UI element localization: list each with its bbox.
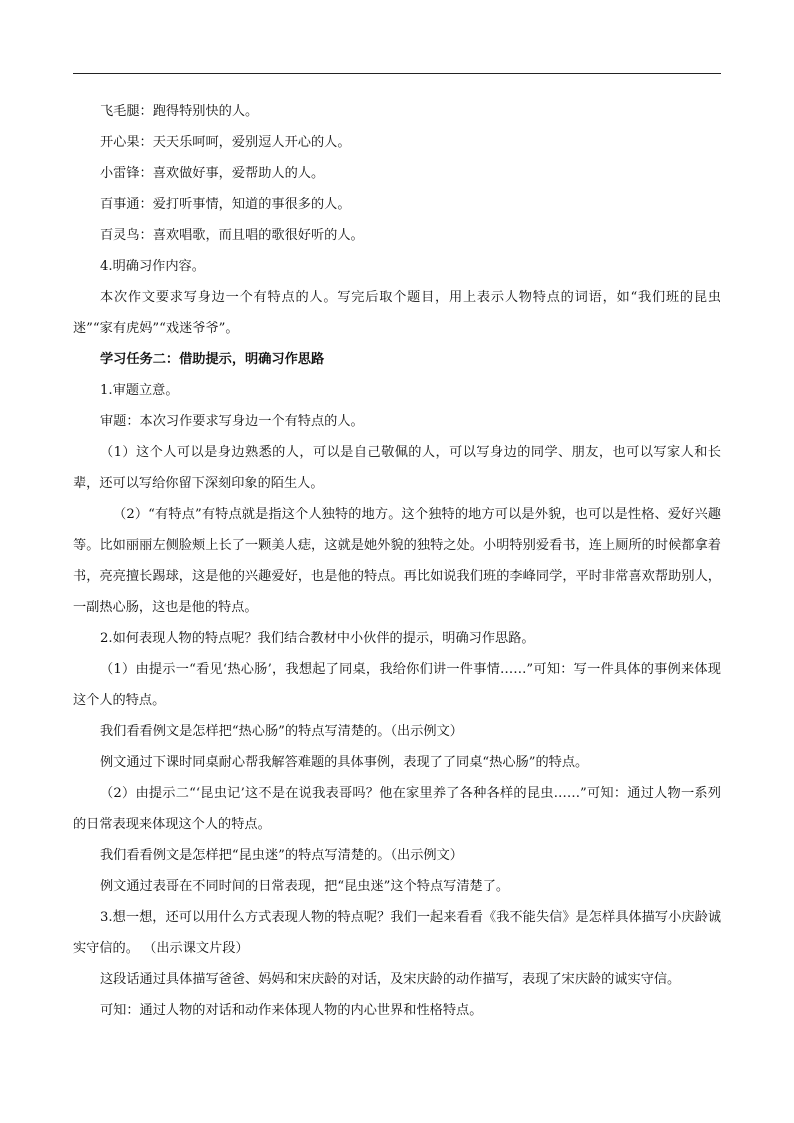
example-1-summary: 例文通过下课时同桌耐心帮我解答难题的具体事例，表现了了同桌“热心肠”的特点。 (100, 755, 589, 770)
nickname-kai-xin-guo: 开心果：天天乐呵呵，爱别逗人开心的人。 (100, 135, 351, 150)
example-2-summary: 例文通过表哥在不同时间的日常表现，把“昆虫迷”这个特点写清楚了。 (100, 879, 510, 894)
nickname-xiao-lei-feng: 小雷锋：喜欢做好事，爱帮助人的人。 (100, 166, 325, 181)
step-3-paragraph: 3.想一想，还可以用什么方式表现人物的特点呢？我们一起来看看《我不能失信》是怎样具体描写小庆龄诚实守信的。 （出示课文片段） (73, 910, 721, 956)
header-rule (73, 73, 721, 74)
nickname-fei-mao-tui: 飞毛腿：跑得特别快的人。 (100, 104, 259, 119)
example-1-intro: 我们看看例文是怎样把“热心肠”的特点写清楚的。（出示例文） (100, 724, 463, 739)
step-4-heading: 4.明确习作内容。 (100, 259, 205, 274)
excerpt-analysis: 这段话通过具体描写爸爸、妈妈和宋庆龄的对话，及宋庆龄的动作描写，表现了宋庆龄的诚实守信。 (100, 972, 681, 987)
body-text (73, 96, 721, 1026)
conclusion: 可知：通过人物的对话和动作来体现人物的内心世界和性格特点。 (100, 1003, 483, 1018)
step-2-heading: 2.如何表现人物的特点呢？我们结合教材中小伙伴的提示，明确习作思路。 (100, 631, 535, 646)
task-two-heading: 学习任务二：借助提示，明确习作思路 (100, 352, 325, 367)
nickname-bai-shi-tong: 百事通：爱打听事情，知道的事很多的人。 (100, 197, 351, 212)
point-2-paragraph: （2）“有特点”有特点就是指这个人独特的地方。这个独特的地方可以是外貌，也可以是性格、爱好兴趣等。比如丽丽左侧脸颊上长了一颗美人痣，这就是她外貌的独特之处。小明特别爱看书，连上厕所的时候都拿着书，亮亮擅长踢球，这是他的兴趣爱好，也是他的特点。再比如说我们班的李峰同学，平时非常喜欢帮助别人，一副热心肠，这也是他的特点。 (73, 507, 721, 615)
point-1-paragraph: （1）这个人可以是身边熟悉的人，可以是自己敬佩的人，可以写身边的同学、朋友，也可以写家人和长辈，还可以写给你留下深刻印象的陌生人。 (73, 445, 721, 491)
assignment-requirement: 本次作文要求写身边一个有特点的人。写完后取个题目，用上表示人物特点的词语，如“我们班的昆虫迷”“家有虎妈”“戏迷爷爷”。 (73, 290, 721, 336)
nickname-bai-ling-niao: 百灵鸟：喜欢唱歌，而且唱的歌很好听的人。 (100, 228, 364, 243)
example-2-intro: 我们看看例文是怎样把“昆虫迷”的特点写清楚的。（出示例文） (100, 848, 463, 863)
topic-review: 审题：本次习作要求写身边一个有特点的人。 (100, 414, 364, 429)
hint-2-paragraph: （2）由提示二“‘昆虫记’这不是在说我表哥吗？他在家里养了各种各样的昆虫……”可知：通过人物一系列的日常表现来体现这个人的特点。 (73, 786, 721, 832)
step-1-heading: 1.审题立意。 (100, 383, 179, 398)
hint-1-paragraph: （1）由提示一“看见‘热心肠’，我想起了同桌，我给你们讲一件事情……”可知：写一件具体的事例来体现这个人的特点。 (73, 662, 721, 708)
